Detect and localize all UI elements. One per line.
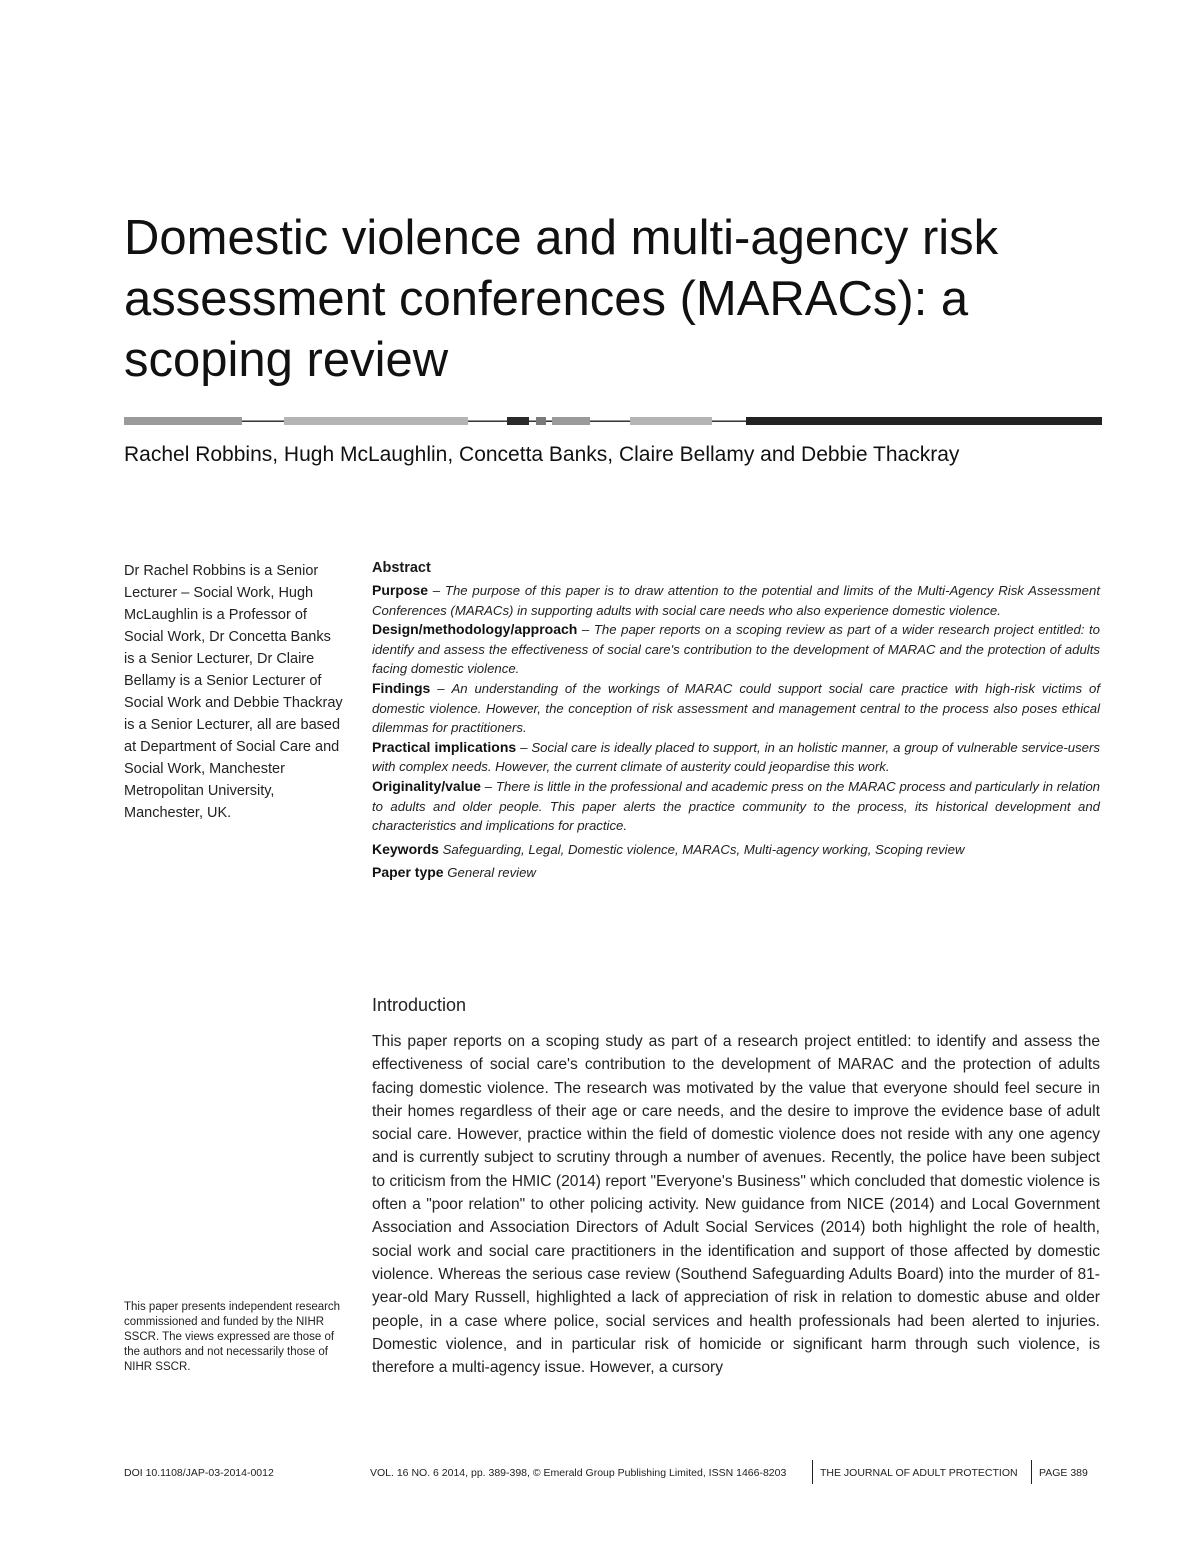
keywords-text: Safeguarding, Legal, Domestic violence, MARACs, Multi-agency working, Scoping review <box>442 841 965 857</box>
paper-type <box>372 861 1100 884</box>
abstract-label: Findings <box>372 679 431 696</box>
paper-title: Domestic violence and multi-agency risk assessment conferences (MARACs): a scoping review <box>124 211 999 387</box>
keywords-label: Keywords <box>372 840 439 857</box>
abstract-text: The purpose of this paper is to draw attention to the potential and limits of the Multi-Agency Risk Assessment Conferences (MARACs) in supporting adults with social care needs who also experience domestic violence. <box>372 583 1100 618</box>
citation: VOL. 16 NO. 6 2014, pp. 389-398, © Emerald Group Publishing Limited, ISSN 1466-8203 <box>370 1467 787 1479</box>
abstract-design: Design/methodology/approach – The paper reports on a scoping review as part of a wider research project entitled: to identify and assess the effectiveness of social care's contribution to the development of MARAC and the protection of adults facing domestic violence. <box>372 621 1101 677</box>
title-rule <box>124 416 1102 426</box>
introduction-heading: Introduction <box>372 995 467 1015</box>
keywords <box>372 838 1100 861</box>
funding-note: This paper presents independent research commissioned and funded by the NIHR SSCR. The views expressed are those of the authors and not necessarily those of NIHR SSCR. <box>124 1301 341 1373</box>
abstract-text: An understanding of the workings of MARAC could support social care practice with high-risk victims of domestic violence. However, the conception of risk assessment and management central to the process also poses ethical dilemmas for practitioners. <box>372 680 1101 736</box>
paper-type-text: General review <box>447 864 536 880</box>
abstract-originality: Originality/value – There is little in the professional and academic press on the MARAC process and particularly in relation to adults and older people. This paper alerts the practice community to the process, its historical development and characteristics and implications for practice. <box>372 777 1100 834</box>
author-affiliations: Dr Rachel Robbins is a Senior Lecturer – Social Work, Hugh McLaughlin is a Professor of Social Work, Dr Concetta Banks is a Senior Lecturer, Dr Claire Bellamy is a Senior Lecturer of Social Work and Debbie Thackray is a Senior Lecturer, all are based at Department of Social Care and Social Work, Manchester Metropolitan University, Manchester, UK. <box>124 563 343 821</box>
paper-type-label: Paper type <box>372 863 444 880</box>
abstract-label: Originality/value <box>372 777 481 794</box>
abstract-findings: Findings – An understanding of the workings of MARAC could support social care practice with high-risk victims of domestic violence. However, the conception of risk assessment and management central to the process also poses ethical dilemmas for practitioners. <box>372 679 1101 736</box>
page-number: PAGE 389 <box>1039 1467 1088 1479</box>
abstract-text: There is little in the professional and academic press on the MARAC process and particularly in relation to adults and older people. This paper alerts the practice community to the process, its historical development and characteristics and implications for practice. <box>372 778 1100 834</box>
page-footer <box>124 1460 1104 1484</box>
abstract-text: Social care is ideally placed to support, in an holistic manner, a group of vulnerable service-users with complex needs. However, the current climate of austerity could jeopardise this work. <box>372 739 1100 775</box>
abstract-label: Purpose <box>372 582 429 598</box>
abstract-label: Design/methodology/approach <box>372 621 578 638</box>
abstract <box>372 560 1100 884</box>
abstract-implications: Practical implications – Social care is ideally placed to support, in an holistic manner, a group of vulnerable service-users with complex needs. However, the current climate of austerity could jeopardise this work. <box>372 738 1100 775</box>
introduction-body: This paper reports on a scoping study as part of a research project entitled: to identify and assess the effectiveness of social care's contribution to the development of MARAC and the protection of adults facing domestic violence. The research was motivated by the value that everyone should feel secure in their homes regardless of their age or care needs, and the desire to improve the evidence base of adult social care. However, practice within the field of domestic violence does not reside with any one agency and is currently subject to scrutiny through a number of avenues. Recently, the police have been subject to criticism from the HMIC (2014) report "Everyone's Business" which concluded that domestic violence is often a "poor relation" to other policing activity. New guidance from NICE (2014) and Local Government Association and Association Directors of Adult Social Services (2014) both highlight the role of health, social work and social care practitioners in the identification and support of those affected by domestic violence. Whereas the serious case review (Southend Safeguarding Adults Board) into the murder of 81-year-old Mary Russell, highlighted a lack of appreciation of risk in relation to domestic abuse and older people, in a case where police, social services and health professionals had been alerted to injuries. Domestic violence, and in particular risk of homicide or significant harm through such violence, is therefore a multi-agency issue. However, a cursory <box>372 1033 1100 1377</box>
abstract-heading: Abstract <box>372 560 431 576</box>
doi: DOI 10.1108/JAP-03-2014-0012 <box>124 1467 274 1479</box>
abstract-text: The paper reports on a scoping review as part of a wider research project entitled: to identify and assess the effectiveness of social care's contribution to the development of MARAC and the protection of adults facing domestic violence. <box>372 622 1101 677</box>
footer-divider <box>1031 1460 1032 1484</box>
journal-name: THE JOURNAL OF ADULT PROTECTION <box>820 1467 1018 1479</box>
abstract-purpose: Purpose – The purpose of this paper is to draw attention to the potential and limits of the Multi-Agency Risk Assessment Conferences (MARACs) in supporting adults with social care needs who also experience domestic violence. <box>372 582 1100 618</box>
author-list: Rachel Robbins, Hugh McLaughlin, Concetta Banks, Claire Bellamy and Debbie Thackray <box>124 443 960 466</box>
abstract-label: Practical implications <box>372 738 517 755</box>
footer-divider <box>812 1460 813 1484</box>
